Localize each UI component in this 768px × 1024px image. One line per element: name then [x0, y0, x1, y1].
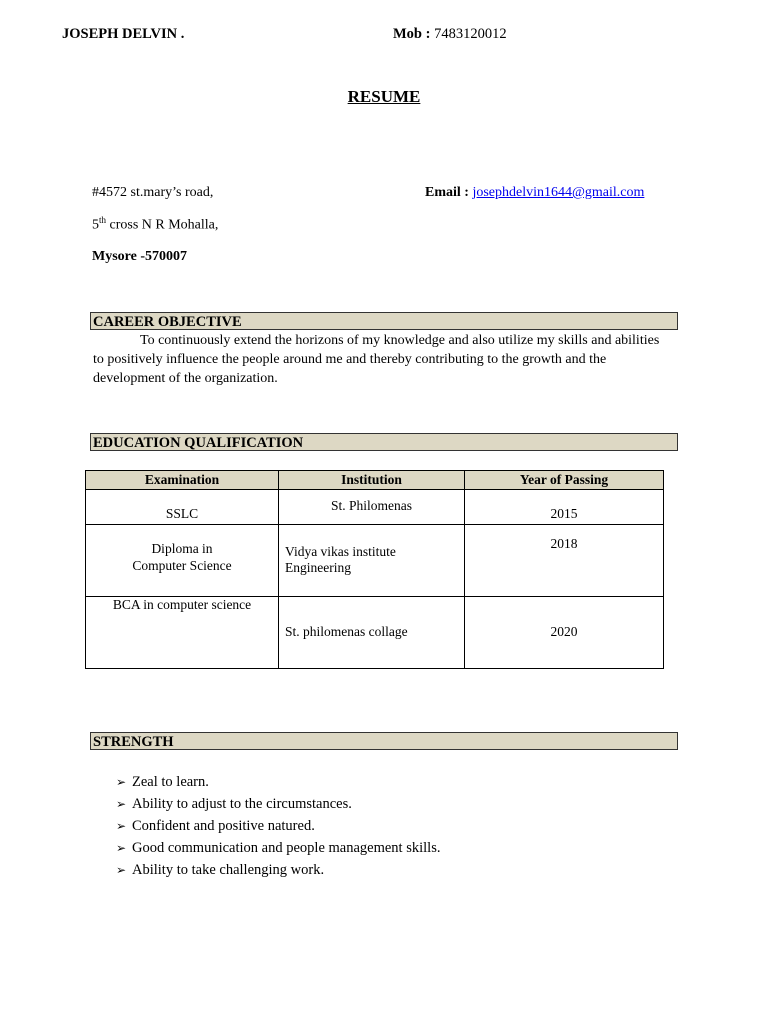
list-item [116, 838, 440, 860]
arrow-bullet-icon: ➢ [116, 797, 127, 811]
address-line-2-number: 5 [92, 217, 99, 233]
table-row [86, 525, 664, 597]
education-heading: EDUCATION QUALIFICATION [90, 433, 678, 451]
strength-item-text: Good communication and people management skills. [132, 840, 441, 856]
year-cell: 2020 [550, 624, 578, 639]
mobile-label: Mob : [393, 26, 431, 42]
list-item [116, 860, 440, 882]
institution-cell: St. Philomenas [330, 498, 412, 513]
strength-item-text: Zeal to learn. [132, 774, 209, 790]
email-label: Email : [425, 185, 469, 200]
exam-cell-line-1: Diploma in [151, 541, 213, 556]
institution-cell-line-1: Vidya vikas institute [285, 544, 396, 559]
career-objective-text: To continuously extend the horizons of my knowledge and also utilize my skills and abilities to positively influence the people around me and thereby contributing to the growth and the development of the organization. [93, 333, 660, 386]
table-row [86, 597, 664, 669]
strength-item-text: Ability to take challenging work. [132, 862, 325, 878]
candidate-name: JOSEPH DELVIN . [62, 26, 185, 42]
exam-cell: SSLC [165, 506, 199, 521]
column-header-examination: Examination [86, 471, 279, 490]
exam-cell: BCA in computer science [112, 597, 252, 612]
career-objective-heading: CAREER OBJECTIVE [90, 312, 678, 330]
year-cell: 2018 [550, 536, 578, 551]
institution-cell-line-2: Engineering [285, 560, 351, 575]
strength-item-text: Confident and positive natured. [132, 818, 315, 834]
strength-item-text: Ability to adjust to the circumstances. [132, 796, 352, 812]
table-header-row [86, 471, 664, 490]
address-line-3: Mysore -570007 [92, 249, 187, 264]
arrow-bullet-icon: ➢ [116, 841, 127, 855]
arrow-bullet-icon: ➢ [116, 863, 127, 877]
table-row [86, 490, 664, 525]
email [425, 185, 644, 201]
arrow-bullet-icon: ➢ [116, 775, 127, 789]
address-line-2 [92, 215, 218, 234]
list-item [116, 772, 440, 794]
address-line-2-text: cross N R Mohalla, [106, 217, 219, 233]
list-item [116, 816, 440, 838]
institution-cell: St. philomenas collage [285, 624, 408, 639]
strength-heading: STRENGTH [90, 732, 678, 750]
list-item [116, 794, 440, 816]
strength-list [116, 772, 440, 882]
education-table [85, 470, 664, 669]
address-line-1: #4572 st.mary’s road, [92, 185, 214, 200]
mobile-number [393, 26, 507, 43]
page-title: RESUME [347, 87, 421, 106]
exam-cell-line-2: Computer Science [132, 558, 232, 573]
column-header-year: Year of Passing [465, 471, 664, 490]
column-header-institution: Institution [279, 471, 465, 490]
email-link[interactable]: josephdelvin1644@gmail.com [472, 185, 645, 200]
arrow-bullet-icon: ➢ [116, 819, 127, 833]
year-cell: 2015 [550, 506, 578, 521]
address-line-2-suffix: th [99, 215, 107, 225]
mobile-value: 7483120012 [434, 26, 507, 42]
